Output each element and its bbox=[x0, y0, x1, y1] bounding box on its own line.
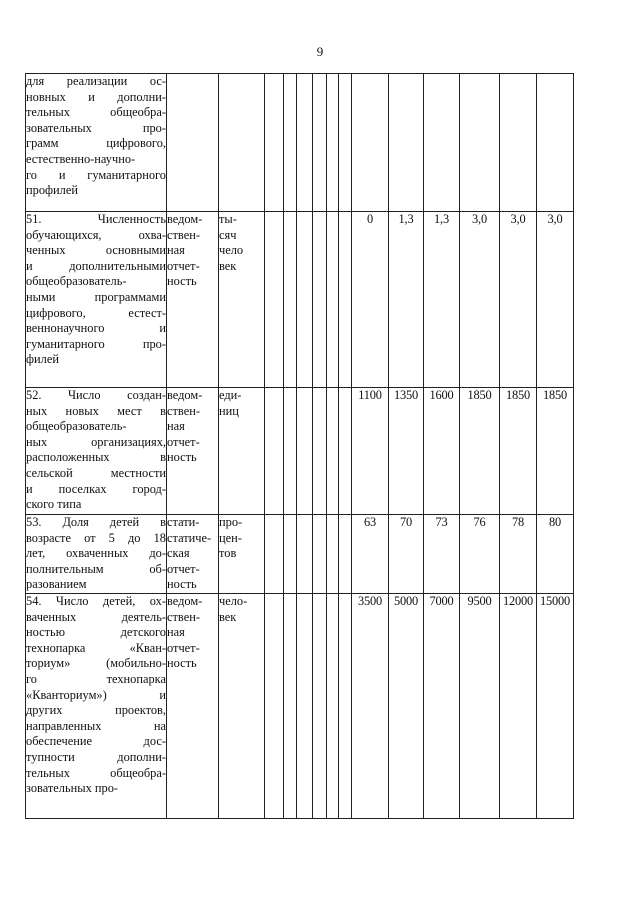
cell-line: ваченных деятель- bbox=[26, 609, 166, 624]
cell-line: ведом- bbox=[167, 593, 203, 608]
cell-line: сяч bbox=[219, 227, 237, 242]
empty-cell bbox=[265, 515, 284, 594]
cell-line: сельской местности bbox=[26, 465, 166, 480]
cell-line: ведом- bbox=[167, 388, 203, 402]
cell-line: ская bbox=[167, 546, 190, 561]
unit-cell bbox=[219, 515, 265, 594]
cell-line: для реализации ос- bbox=[26, 74, 166, 88]
cell-line: цен- bbox=[219, 530, 242, 545]
cell-line: ность bbox=[167, 274, 197, 289]
empty-cell bbox=[297, 515, 313, 594]
cell-line: ствен- bbox=[167, 403, 200, 418]
cell-line: «Кванториум») и bbox=[26, 687, 166, 702]
empty-cell bbox=[284, 74, 297, 212]
empty-cell bbox=[339, 515, 352, 594]
empty-cell bbox=[284, 388, 297, 515]
table-row bbox=[26, 593, 620, 818]
value-cell: 3,0 bbox=[460, 212, 500, 388]
table-row bbox=[26, 212, 620, 388]
value-cell: 3500 bbox=[352, 593, 389, 818]
empty-cell bbox=[327, 515, 339, 594]
unit-cell bbox=[219, 212, 265, 388]
empty-cell bbox=[327, 593, 339, 818]
cell-line: тельных общеобра- bbox=[26, 765, 166, 780]
cell-line: зовательных про- bbox=[26, 120, 166, 135]
value-cell: 3,0 bbox=[500, 212, 537, 388]
cell-line: отчет- bbox=[167, 434, 200, 449]
cell-line: стати- bbox=[167, 515, 200, 529]
value-cell: 1,3 bbox=[389, 212, 424, 388]
unit-cell bbox=[219, 593, 265, 818]
cell-line: ностью детского bbox=[26, 625, 166, 640]
indicator-name-cell bbox=[26, 74, 167, 212]
cell-line: ториум» (мобильно- bbox=[26, 656, 166, 671]
cell-line: про- bbox=[219, 515, 243, 529]
value-cell bbox=[500, 74, 537, 212]
cell-line: общеобразователь- bbox=[26, 419, 127, 434]
value-cell bbox=[352, 74, 389, 212]
cell-line: ствен- bbox=[167, 609, 200, 624]
empty-cell bbox=[327, 74, 339, 212]
cell-line: технопарка «Кван- bbox=[26, 640, 166, 655]
empty-cell bbox=[339, 74, 352, 212]
cell-line: ная bbox=[167, 419, 185, 434]
empty-cell bbox=[297, 388, 313, 515]
value-cell: 80 bbox=[537, 515, 574, 594]
empty-cell bbox=[297, 74, 313, 212]
value-cell: 76 bbox=[460, 515, 500, 594]
cell-line: тов bbox=[219, 546, 237, 561]
cell-line: зовательных про- bbox=[26, 781, 119, 796]
cell-line: и дополнительными bbox=[26, 258, 166, 273]
table-row bbox=[26, 515, 620, 594]
cell-line: тельных общеобра- bbox=[26, 105, 166, 120]
unit-cell bbox=[219, 74, 265, 212]
value-cell bbox=[537, 74, 574, 212]
cell-line: ведом- bbox=[167, 212, 203, 226]
table-row bbox=[26, 388, 620, 515]
cell-line: век bbox=[219, 609, 237, 624]
value-cell: 63 bbox=[352, 515, 389, 594]
cell-line: 51. Численность bbox=[26, 212, 166, 226]
empty-cell bbox=[297, 593, 313, 818]
empty-cell bbox=[284, 593, 297, 818]
indicator-name-cell bbox=[26, 515, 167, 594]
empty-cell bbox=[265, 593, 284, 818]
cell-line: ных организациях, bbox=[26, 434, 166, 449]
cell-line: и поселках город- bbox=[26, 481, 166, 496]
empty-cell bbox=[339, 593, 352, 818]
source-cell bbox=[167, 593, 219, 818]
cell-line: чело bbox=[219, 243, 244, 258]
cell-line: еди- bbox=[219, 388, 242, 402]
value-cell: 3,0 bbox=[537, 212, 574, 388]
empty-cell bbox=[284, 515, 297, 594]
table-body bbox=[26, 74, 620, 819]
value-cell: 1350 bbox=[389, 388, 424, 515]
cell-line: грамм цифрового, bbox=[26, 136, 166, 151]
value-cell: 5000 bbox=[389, 593, 424, 818]
cell-line: веннонаучного и bbox=[26, 321, 166, 336]
source-cell bbox=[167, 515, 219, 594]
cell-line: новных и дополни- bbox=[26, 89, 166, 104]
value-cell: 78 bbox=[500, 515, 537, 594]
cell-line: ных новых мест в bbox=[26, 403, 166, 418]
value-cell: 1100 bbox=[352, 388, 389, 515]
empty-cell bbox=[327, 212, 339, 388]
cell-line: ниц bbox=[219, 403, 239, 418]
value-cell: 73 bbox=[424, 515, 460, 594]
empty-cell bbox=[297, 212, 313, 388]
empty-cell bbox=[265, 388, 284, 515]
cell-line: полнительным об- bbox=[26, 561, 166, 576]
cell-line: тупности дополни- bbox=[26, 749, 166, 764]
indicator-name-cell bbox=[26, 388, 167, 515]
cell-line: других проектов, bbox=[26, 703, 166, 718]
cell-line: ты- bbox=[219, 212, 237, 226]
unit-cell bbox=[219, 388, 265, 515]
indicator-name-cell bbox=[26, 593, 167, 818]
empty-cell bbox=[313, 74, 327, 212]
value-cell: 15000 bbox=[537, 593, 574, 818]
cell-line: век bbox=[219, 258, 237, 273]
cell-line: отчет- bbox=[167, 561, 200, 576]
page-number: 9 bbox=[316, 44, 324, 59]
cell-line: гуманитарного про- bbox=[26, 336, 166, 351]
cell-line: цифрового, естест- bbox=[26, 305, 166, 320]
empty-cell bbox=[313, 388, 327, 515]
cell-line: естественно-научно- bbox=[26, 151, 136, 166]
value-cell bbox=[460, 74, 500, 212]
cell-line: обучающихся, охва- bbox=[26, 227, 166, 242]
cell-line: общеобразователь- bbox=[26, 274, 127, 289]
cell-line: го и гуманитарного bbox=[26, 167, 166, 182]
table-row bbox=[26, 74, 620, 212]
empty-cell bbox=[339, 388, 352, 515]
cell-line: ность bbox=[167, 656, 197, 671]
cell-line: ность bbox=[167, 450, 197, 465]
source-cell bbox=[167, 388, 219, 515]
cell-line: филей bbox=[26, 352, 59, 367]
cell-line: разованием bbox=[26, 577, 87, 592]
value-cell: 1850 bbox=[460, 388, 500, 515]
cell-line: ствен- bbox=[167, 227, 200, 242]
cell-line: ченных основными bbox=[26, 243, 166, 258]
cell-line: ность bbox=[167, 577, 197, 592]
cell-line: расположенных в bbox=[26, 450, 166, 465]
cell-line: чело- bbox=[219, 593, 248, 608]
cell-line: отчет- bbox=[167, 640, 200, 655]
cell-line: ная bbox=[167, 625, 185, 640]
value-cell: 12000 bbox=[500, 593, 537, 818]
value-cell: 1850 bbox=[500, 388, 537, 515]
value-cell: 9500 bbox=[460, 593, 500, 818]
cell-line: обеспечение дос- bbox=[26, 734, 166, 749]
source-cell bbox=[167, 212, 219, 388]
cell-line: возрасте от 5 до 18 bbox=[26, 530, 166, 545]
empty-cell bbox=[313, 593, 327, 818]
cell-line: го технопарка bbox=[26, 671, 166, 686]
cell-line: лет, охваченных до- bbox=[26, 546, 166, 561]
value-cell: 1600 bbox=[424, 388, 460, 515]
value-cell bbox=[424, 74, 460, 212]
value-cell: 1,3 bbox=[424, 212, 460, 388]
indicators-table bbox=[25, 73, 620, 819]
value-cell: 70 bbox=[389, 515, 424, 594]
empty-cell bbox=[284, 212, 297, 388]
cell-line: 54. Число детей, ох- bbox=[26, 593, 166, 608]
source-cell bbox=[167, 74, 219, 212]
cell-line: ными программами bbox=[26, 289, 166, 304]
empty-cell bbox=[327, 388, 339, 515]
empty-cell bbox=[265, 74, 284, 212]
value-cell bbox=[389, 74, 424, 212]
cell-line: статиче- bbox=[167, 530, 212, 545]
value-cell: 7000 bbox=[424, 593, 460, 818]
cell-line: ского типа bbox=[26, 497, 82, 512]
empty-cell bbox=[339, 212, 352, 388]
cell-line: 53. Доля детей в bbox=[26, 515, 166, 529]
cell-line: 52. Число создан- bbox=[26, 388, 166, 402]
cell-line: отчет- bbox=[167, 258, 200, 273]
empty-cell bbox=[265, 212, 284, 388]
cell-line: профилей bbox=[26, 183, 78, 198]
indicator-name-cell bbox=[26, 212, 167, 388]
value-cell: 1850 bbox=[537, 388, 574, 515]
value-cell: 0 bbox=[352, 212, 389, 388]
cell-line: направленных на bbox=[26, 718, 166, 733]
cell-line: ная bbox=[167, 243, 185, 258]
empty-cell bbox=[313, 515, 327, 594]
empty-cell bbox=[313, 212, 327, 388]
